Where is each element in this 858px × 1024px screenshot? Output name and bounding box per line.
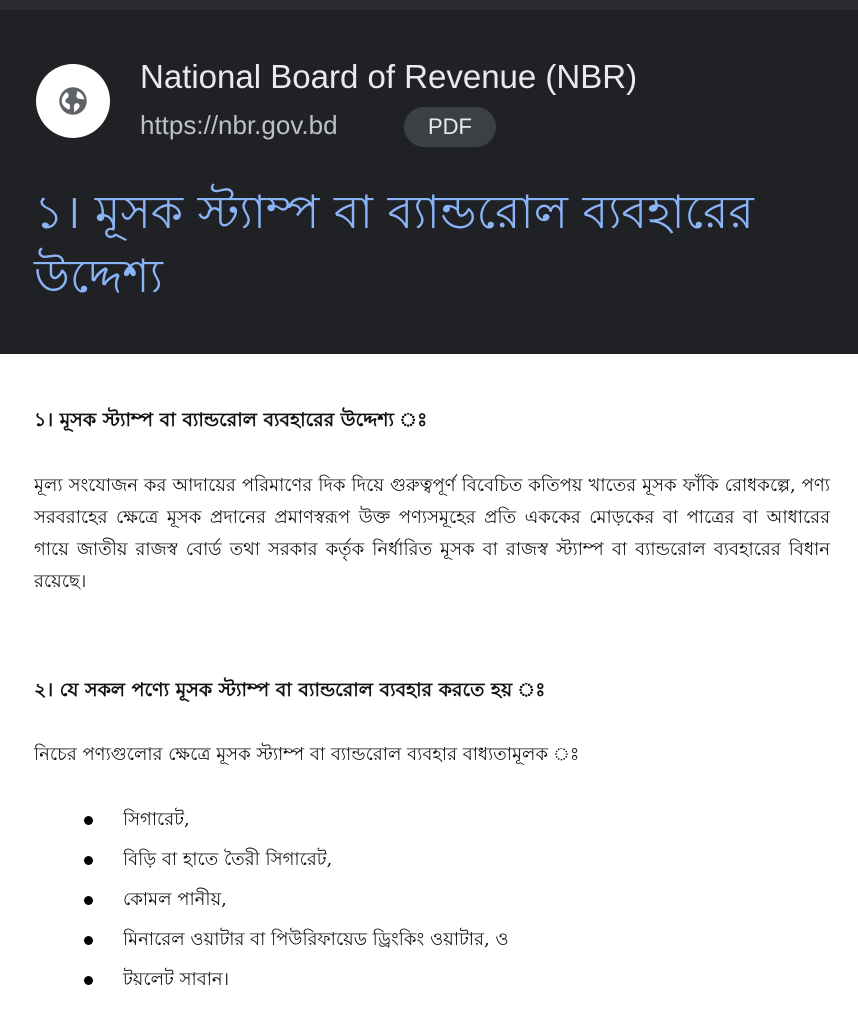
list-item-text: বিড়ি বা হাতে তৈরী সিগারেট, [123, 848, 333, 870]
section-2-heading: ২। যে সকল পণ্যে মূসক স্ট্যাম্প বা ব্যান্ডরোল ব্যবহার করতে হয় ঃ [34, 679, 546, 701]
list-item [84, 960, 509, 1000]
list-item-text: সিগারেট, [123, 808, 190, 830]
site-name[interactable]: National Board of Revenue (NBR) [140, 58, 638, 95]
section-1-heading: ১। মূসক স্ট্যাম্প বা ব্যান্ডরোল ব্যবহারের উদ্দেশ্য ঃ [34, 409, 428, 431]
list-item-text: কোমল পানীয়, [123, 888, 227, 910]
list-item [84, 840, 509, 880]
list-item [84, 920, 509, 960]
bullet-icon [84, 936, 93, 945]
result-title-link[interactable]: ১। মূসক স্ট্যাম্প বা ব্যান্ডরোল ব্যবহারের উদ্দেশ্য [34, 185, 754, 303]
list-item [84, 800, 509, 840]
site-url[interactable]: https://nbr.gov.bd [140, 110, 338, 140]
section-1-paragraph: মূল্য সংযোজন কর আদায়ের পরিমাণের দিক দিয়ে গুরুত্বপূর্ণ বিবেচিত কতিপয় খাতের মূসক ফাঁকি রোধকল্পে, পণ্য সরবরাহের ক্ষেত্রে মূসক প্রদানের প্রমাণস্বরূপ উক্ত পণ্যসমূহের প্রতি এককের মোড়কের বা পাত্রের বা আধারের গায়ে জাতীয় রাজস্ব বোর্ড তথা সরকার কর্তৃক নির্ধারিত মূসক বা রাজস্ব স্ট্যাম্প বা ব্যান্ডরোল ব্যবহারের বিধান রয়েছে। [34, 475, 830, 592]
site-favicon[interactable] [36, 64, 110, 138]
bullet-icon [84, 896, 93, 905]
list-item [84, 880, 509, 920]
bullet-icon [84, 856, 93, 865]
list-item-text: মিনারেল ওয়াটার বা পিউরিফায়েড ড্রিংকিং ওয়াটার, ও [123, 928, 509, 950]
section-2-intro: নিচের পণ্যগুলোর ক্ষেত্রে মূসক স্ট্যাম্প বা ব্যান্ডরোল ব্যবহার বাধ্যতামূলক ঃ [34, 744, 580, 765]
bullet-icon [84, 976, 93, 985]
pdf-document-preview [0, 354, 858, 1024]
product-list [84, 800, 509, 1000]
list-item-text: টয়লেট সাবান। [123, 968, 230, 990]
bullet-icon [84, 816, 93, 825]
pdf-badge: PDF [404, 107, 496, 147]
search-result-card[interactable] [0, 0, 858, 354]
globe-icon [58, 86, 88, 116]
